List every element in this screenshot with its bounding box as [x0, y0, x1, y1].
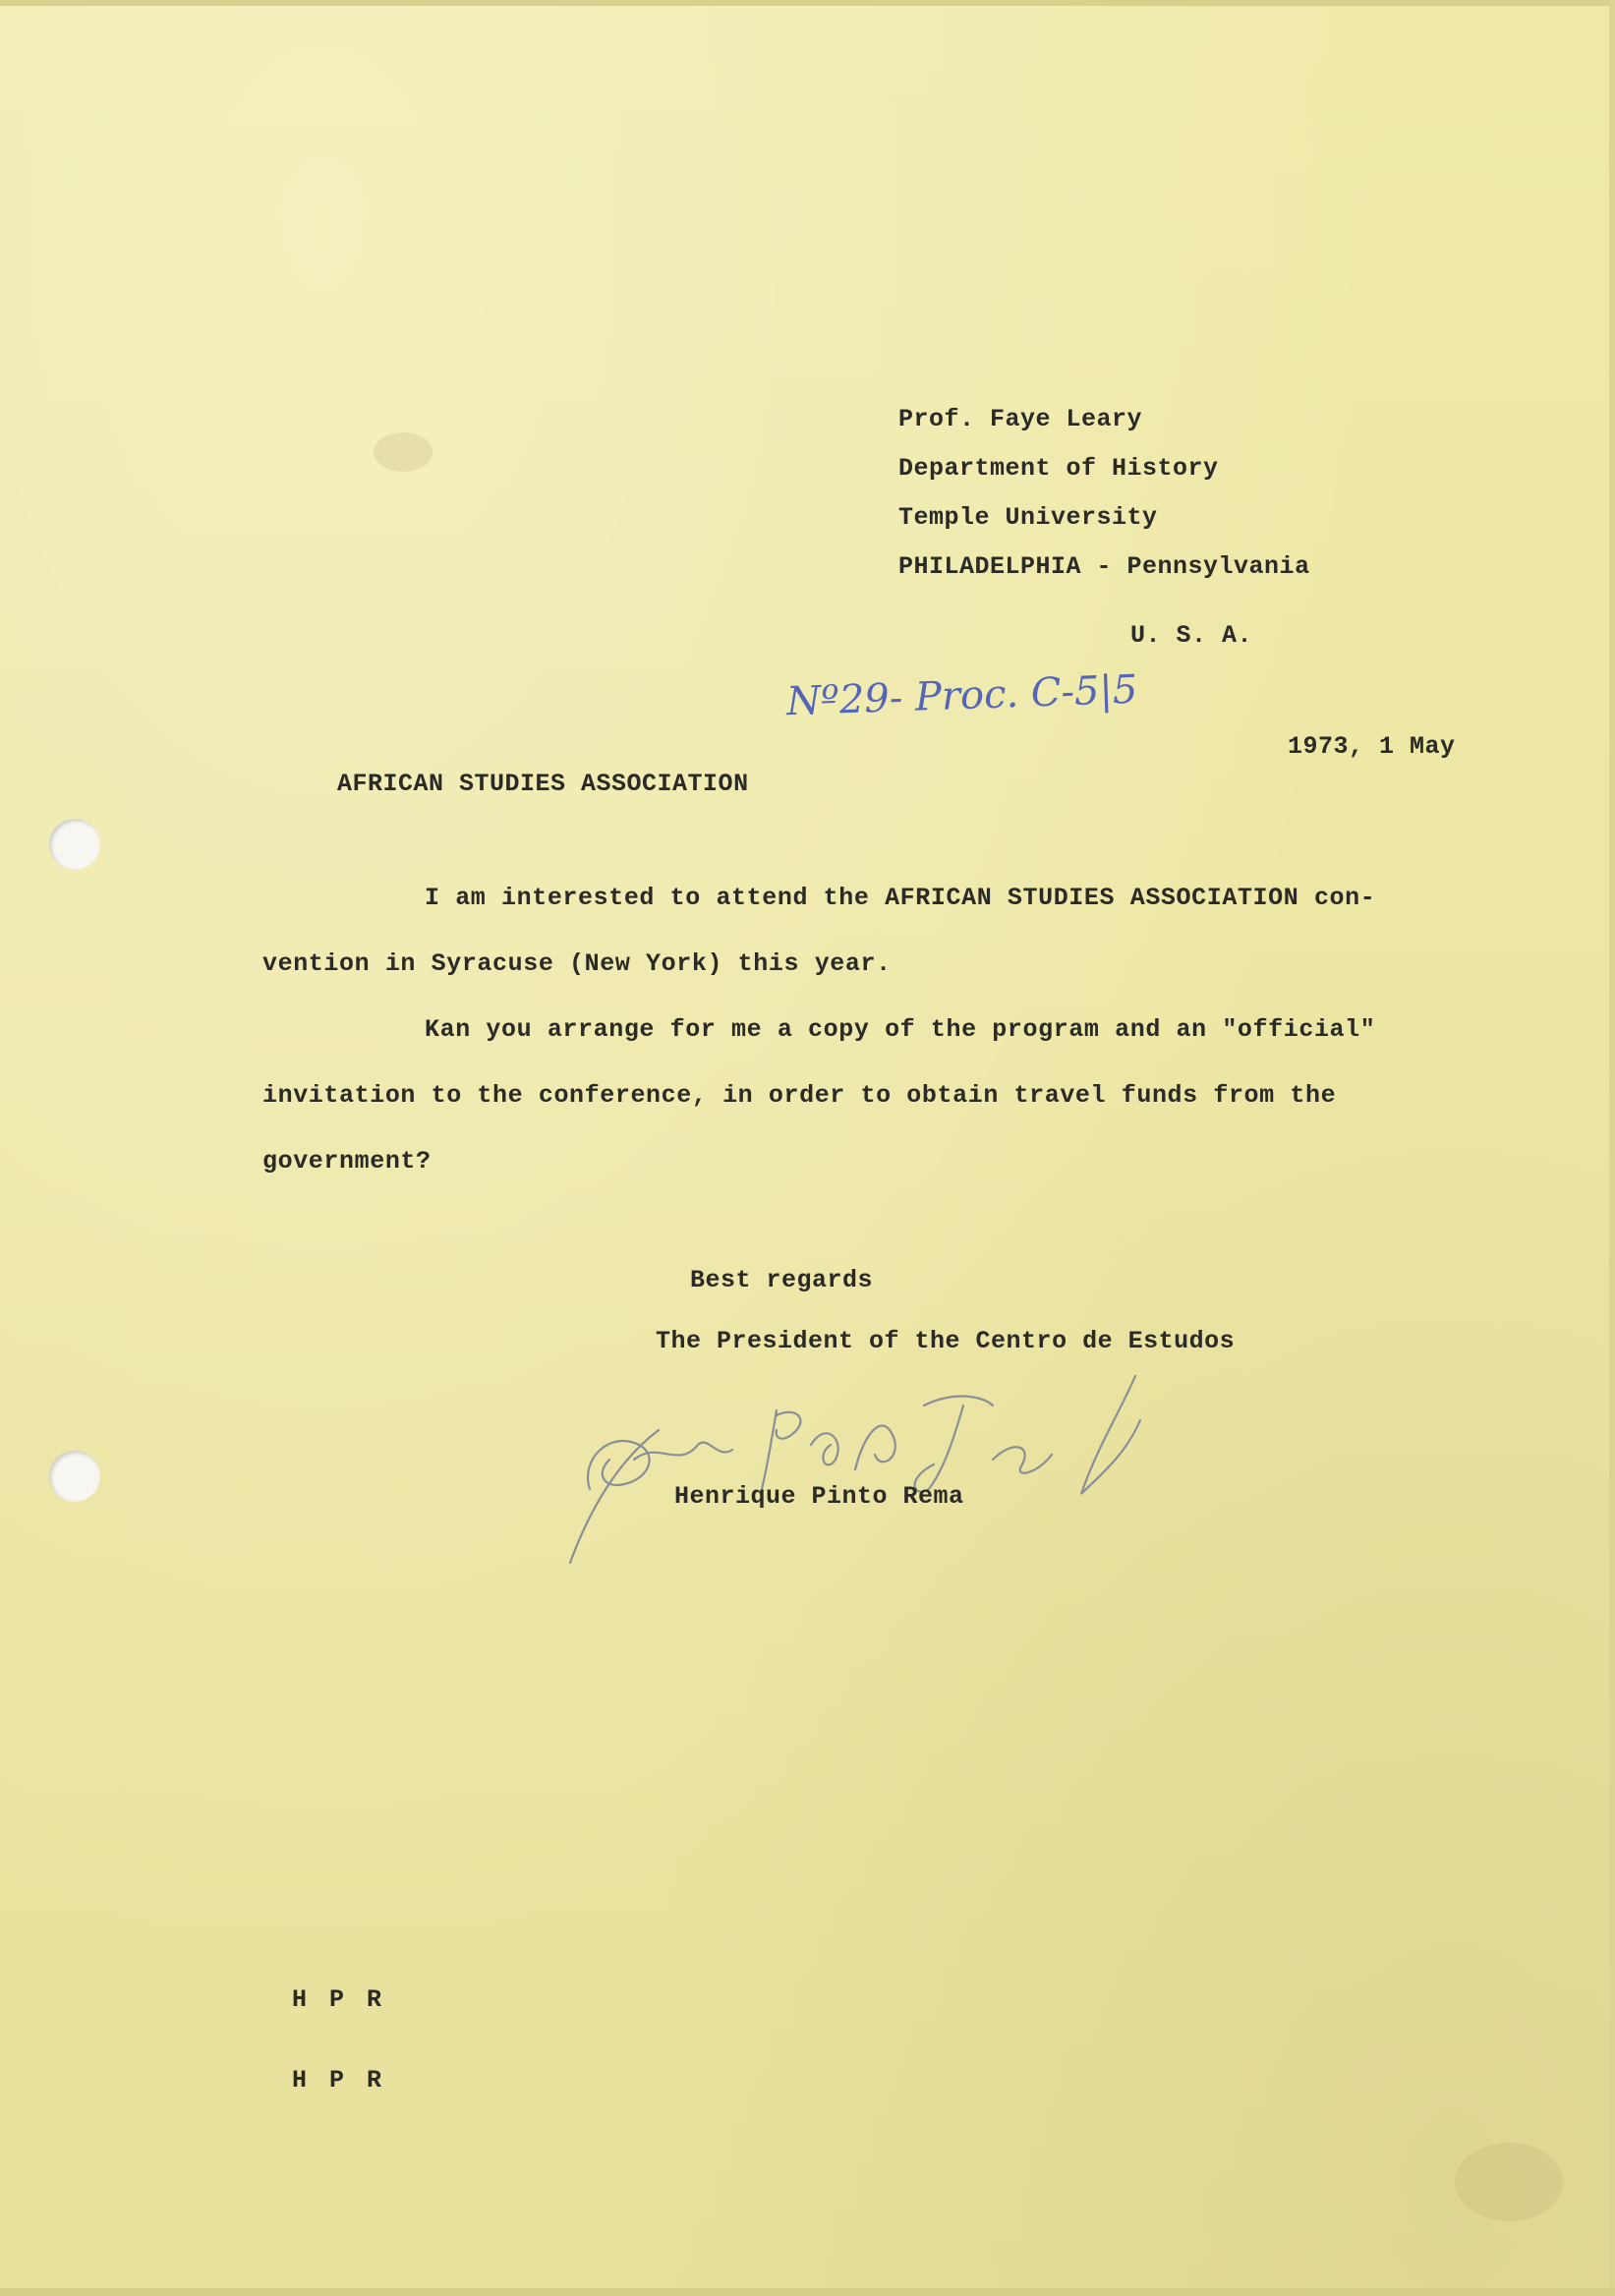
- paper-edge-bottom: [0, 2288, 1615, 2296]
- body-line: invitation to the conference, in order to obtain travel funds from the: [262, 1081, 1337, 1110]
- body-line: government?: [262, 1147, 432, 1176]
- paper-edge-top: [0, 0, 1615, 6]
- recipient-institution: Temple University: [898, 503, 1158, 532]
- typist-initials: H P R: [292, 1985, 386, 2014]
- paper-stain: [374, 432, 433, 472]
- body-line: vention in Syracuse (New York) this year.: [262, 949, 892, 978]
- body-line: I am interested to attend the AFRICAN STUDIES ASSOCIATION con-: [425, 884, 1376, 912]
- body-line: Kan you arrange for me a copy of the program and an "official": [425, 1015, 1376, 1044]
- typist-initials: H P R: [292, 2066, 386, 2095]
- closing-salutation: Best regards: [690, 1266, 874, 1294]
- recipient-city: PHILADELPHIA - Pennsylvania: [898, 552, 1310, 581]
- closing-title: The President of the Centro de Estudos: [656, 1327, 1236, 1355]
- recipient-name: Prof. Faye Leary: [898, 405, 1143, 433]
- letter-subject: AFRICAN STUDIES ASSOCIATION: [337, 770, 749, 798]
- letter-date: 1973, 1 May: [1288, 732, 1456, 761]
- punch-hole-top: [49, 819, 100, 870]
- recipient-department: Department of History: [898, 454, 1219, 483]
- signatory-name: Henrique Pinto Rema: [674, 1482, 964, 1511]
- letter-body: [262, 865, 1375, 1194]
- handwritten-signature: [550, 1351, 1494, 1578]
- punch-hole-bottom: [49, 1451, 100, 1502]
- recipient-country: U. S. A.: [1130, 621, 1253, 650]
- handwritten-reference: Nº29- Proc. C-5|5: [785, 666, 1139, 725]
- paper-stain: [1455, 2143, 1563, 2221]
- paper-edge-right: [1609, 0, 1615, 2296]
